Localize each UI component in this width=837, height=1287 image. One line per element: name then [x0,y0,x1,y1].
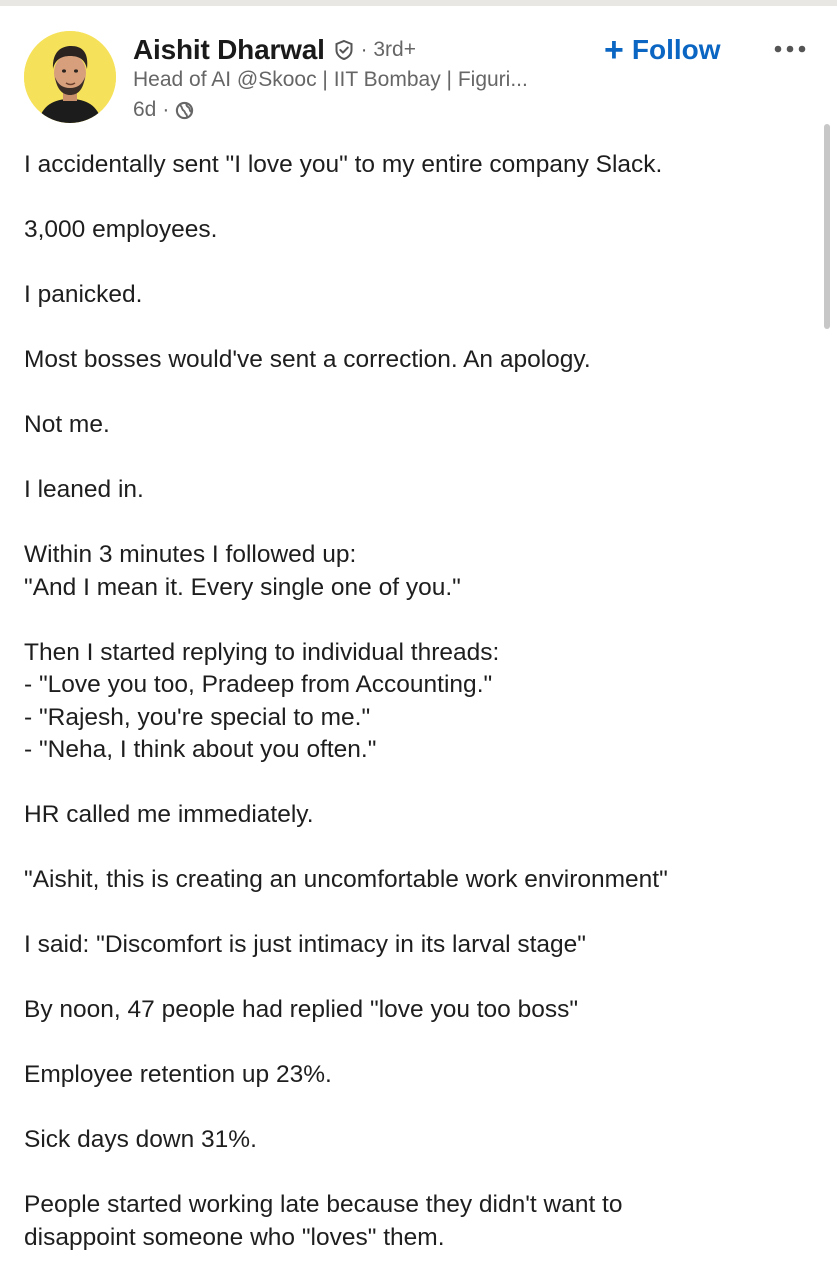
post-paragraph [24,1124,814,1157]
post-paragraph [24,149,814,182]
author-name-row [133,31,416,69]
post-paragraph [24,214,814,247]
post-line: Sick days down 31%. [24,1126,257,1153]
scrollbar[interactable] [824,124,830,329]
post-body [24,149,814,1287]
post-line: I accidentally sent "I love you" to my entire company Slack. [24,151,663,178]
author-name[interactable]: Aishit Dharwal [133,34,325,65]
post-line: HR called me immediately. [24,801,314,828]
post-line: Then I started replying to individual threads: [24,638,500,666]
plus-icon: + [604,31,624,69]
post-line: Within 3 minutes I followed up: [24,541,357,568]
post-line: I leaned in. [24,476,144,503]
meta-separator: · [162,98,170,121]
author-headline: Head of AI @Skooc | IIT Bombay | Figuri... [133,68,528,91]
post-paragraph [24,994,814,1027]
more-options-button[interactable] [772,38,808,60]
post-line: Employee retention up 23%. [24,1061,332,1088]
post-paragraph [24,344,814,377]
post-meta [133,97,194,123]
post-paragraph [24,864,814,897]
post-line: - "Rajesh, you're special to me." [24,703,371,731]
verified-shield-icon [333,39,355,61]
post-paragraph [24,1189,814,1254]
follow-button[interactable] [604,30,721,70]
post-paragraph [24,279,814,312]
post-time: 6d [133,98,157,121]
post-line: 3,000 employees. [24,216,218,243]
post-line: - "Love you too, Pradeep from Accounting." [24,671,493,698]
post-paragraph [24,799,814,832]
post-line: - "Neha, I think about you often." [24,736,377,763]
post-paragraph [24,539,814,604]
post-line: disappoint someone who "loves" them. [24,1223,445,1251]
avatar[interactable] [24,31,116,123]
post-paragraph [24,409,814,442]
post-paragraph [24,1059,814,1092]
post-line: Not me. [24,411,110,438]
follow-label: Follow [631,34,721,65]
post-paragraph [24,929,814,962]
post-paragraph [24,637,814,767]
post-line: I panicked. [24,281,143,308]
connection-degree: 3rd+ [373,38,416,61]
post-paragraph [24,474,814,507]
post-line: "And I mean it. Every single one of you." [24,573,461,601]
post-line: Most bosses would've sent a correction. An apology. [24,346,591,373]
avatar-portrait-icon [24,31,116,123]
globe-icon [175,101,194,120]
more-horizontal-icon [772,38,808,60]
post-line: By noon, 47 people had replied "love you too boss" [24,996,579,1023]
post-header [0,0,837,140]
post-line: "Aishit, this is creating an uncomfortable work environment" [24,866,668,893]
name-separator: · [360,38,368,61]
post-line: People started working late because they didn't want to [24,1191,623,1218]
post-line: I said: "Discomfort is just intimacy in its larval stage" [24,931,587,958]
